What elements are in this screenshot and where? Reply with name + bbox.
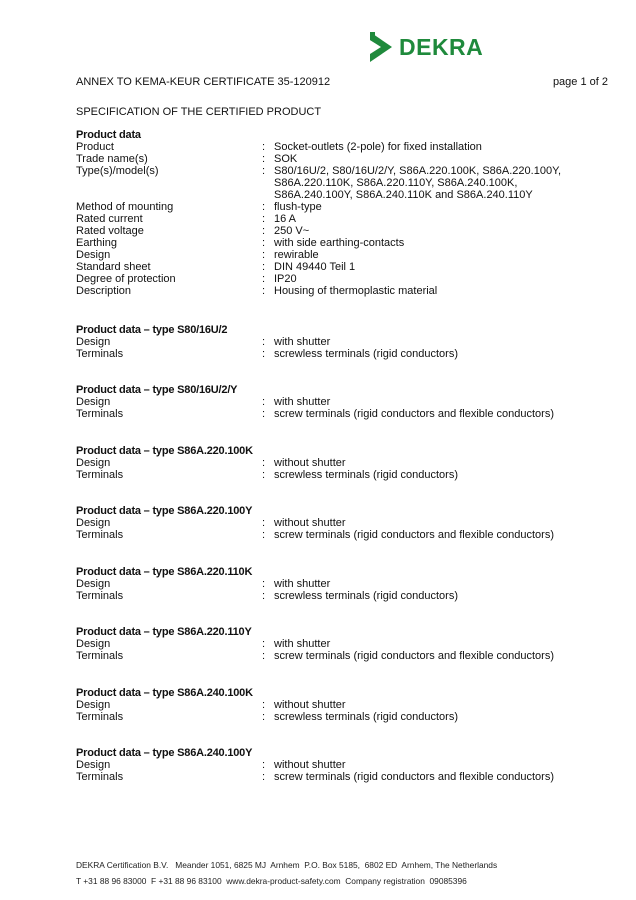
spec-label: Trade name(s) [76, 153, 148, 165]
spec-label: Standard sheet [76, 261, 151, 273]
terminals-label: Terminals [76, 529, 124, 541]
spec-row [76, 201, 616, 213]
spec-label: Method of mounting [76, 201, 174, 213]
spec-label: Description [76, 285, 132, 297]
type-section [76, 505, 616, 541]
separator: : [262, 213, 266, 225]
type-section-title: Product data – type S86A.220.100Y [76, 505, 253, 517]
spec-row [76, 213, 616, 225]
spec-row [76, 225, 616, 237]
separator: : [262, 273, 266, 285]
design-row [76, 457, 616, 469]
design-label: Design [76, 699, 111, 711]
dekra-logo-icon [370, 32, 392, 62]
design-label: Design [76, 457, 111, 469]
document-header [76, 76, 608, 89]
terminals-row [76, 408, 616, 420]
terminals-value: screwless terminals (rigid conductors) [274, 711, 458, 723]
separator: : [262, 165, 266, 177]
separator: : [262, 469, 266, 481]
spec-row [76, 249, 616, 261]
separator: : [262, 249, 266, 261]
separator: : [262, 650, 266, 662]
terminals-value: screw terminals (rigid conductors and flexible conductors) [274, 408, 555, 420]
spec-value: SOK [274, 153, 298, 165]
separator: : [262, 396, 266, 408]
spec-label: Type(s)/model(s) [76, 165, 159, 177]
spec-label: Earthing [76, 237, 117, 249]
type-section [76, 626, 616, 662]
terminals-row [76, 529, 616, 541]
spec-row-continuation [76, 189, 616, 201]
spec-value: flush-type [274, 201, 322, 213]
spec-label: Product [76, 141, 114, 153]
terminals-label: Terminals [76, 469, 124, 481]
spec-value: IP20 [274, 273, 297, 285]
spec-value-text: S86A.240.100Y, S86A.240.110K and S86A.240.110Y [274, 189, 533, 201]
type-section [76, 324, 616, 360]
type-section [76, 687, 616, 723]
terminals-label: Terminals [76, 711, 124, 723]
terminals-row [76, 650, 616, 662]
spec-row [76, 165, 616, 177]
design-value: without shutter [274, 759, 346, 771]
terminals-label: Terminals [76, 650, 124, 662]
separator: : [262, 261, 266, 273]
separator: : [262, 336, 266, 348]
type-section-title: Product data – type S86A.240.100K [76, 687, 253, 699]
type-section-title: Product data – type S86A.220.100K [76, 445, 253, 457]
certificate-title: ANNEX TO KEMA-KEUR CERTIFICATE 35-120912 [76, 76, 331, 88]
design-label: Design [76, 578, 111, 590]
spec-label: Rated current [76, 213, 143, 225]
terminals-label: Terminals [76, 590, 124, 602]
terminals-row [76, 469, 616, 481]
design-row [76, 396, 616, 408]
spec-row [76, 153, 616, 165]
separator: : [262, 529, 266, 541]
terminals-row [76, 711, 616, 723]
design-value: with shutter [274, 638, 331, 650]
footer-contact: T +31 88 96 83000 F +31 88 96 83100 www.dekra-product-safety.com Company registration 09085396 [76, 876, 467, 886]
design-row [76, 638, 616, 650]
separator: : [262, 201, 266, 213]
design-value: with shutter [274, 578, 331, 590]
design-value: with shutter [274, 336, 331, 348]
terminals-row [76, 348, 616, 360]
spec-title: SPECIFICATION OF THE CERTIFIED PRODUCT [76, 106, 322, 118]
design-row [76, 336, 616, 348]
design-value: without shutter [274, 457, 346, 469]
terminals-value: screwless terminals (rigid conductors) [274, 469, 458, 481]
footer-address: DEKRA Certification B.V. Meander 1051, 6825 MJ Arnhem P.O. Box 5185, 6802 ED Arnhem, The Netherlands [76, 860, 498, 870]
design-row [76, 578, 616, 590]
terminals-label: Terminals [76, 771, 124, 783]
design-value: without shutter [274, 517, 346, 529]
spec-value: rewirable [274, 249, 319, 261]
separator: : [262, 590, 266, 602]
spec-value: 250 V~ [274, 225, 310, 237]
design-label: Design [76, 336, 111, 348]
spec-label: Degree of protection [76, 273, 176, 285]
separator: : [262, 578, 266, 590]
design-row [76, 699, 616, 711]
terminals-value: screw terminals (rigid conductors and flexible conductors) [274, 529, 555, 541]
terminals-row [76, 771, 616, 783]
terminals-value: screwless terminals (rigid conductors) [274, 348, 458, 360]
separator: : [262, 457, 266, 469]
type-section-title: Product data – type S86A.220.110Y [76, 626, 252, 638]
spec-row [76, 273, 616, 285]
design-value: without shutter [274, 699, 346, 711]
type-section [76, 747, 616, 783]
design-label: Design [76, 517, 111, 529]
terminals-label: Terminals [76, 408, 124, 420]
spec-value-text: S86A.220.110K, S86A.220.110Y, S86A.240.100K, [274, 177, 518, 189]
spec-value: DIN 49440 Teil 1 [274, 261, 356, 273]
type-section-title: Product data – type S80/16U/2/Y [76, 384, 238, 396]
spec-label: Rated voltage [76, 225, 144, 237]
terminals-value: screw terminals (rigid conductors and flexible conductors) [274, 650, 555, 662]
design-value: with shutter [274, 396, 331, 408]
brand-name: DEKRA [399, 33, 484, 60]
dekra-logo [370, 31, 483, 63]
spec-value: with side earthing-contacts [274, 237, 405, 249]
spec-label: Design [76, 249, 111, 261]
separator: : [262, 153, 266, 165]
type-section-title: Product data – type S86A.240.100Y [76, 747, 253, 759]
separator: : [262, 517, 266, 529]
terminals-value: screw terminals (rigid conductors and flexible conductors) [274, 771, 555, 783]
spec-row [76, 141, 616, 153]
spec-value: 16 A [274, 213, 297, 225]
design-row [76, 517, 616, 529]
spec-value: Socket-outlets (2-pole) for fixed installation [274, 141, 482, 153]
spec-row-continuation [76, 177, 616, 189]
design-label: Design [76, 759, 111, 771]
section-title: Product data [76, 129, 141, 141]
separator: : [262, 225, 266, 237]
spec-row [76, 285, 616, 297]
separator: : [262, 348, 266, 360]
spec-row [76, 261, 616, 273]
page-number: page 1 of 2 [552, 76, 608, 88]
general-product-data [76, 129, 616, 297]
terminals-value: screwless terminals (rigid conductors) [274, 590, 458, 602]
spec-value: Housing of thermoplastic material [274, 285, 438, 297]
type-section [76, 566, 616, 602]
design-label: Design [76, 638, 111, 650]
separator: : [262, 771, 266, 783]
separator: : [262, 699, 266, 711]
spec-row [76, 237, 616, 249]
type-section-title: Product data – type S80/16U/2 [76, 324, 228, 336]
design-label: Design [76, 396, 111, 408]
design-row [76, 759, 616, 771]
spec-value: S80/16U/2, S80/16U/2/Y, S86A.220.100K, S86A.220.100Y, [274, 165, 562, 177]
separator: : [262, 408, 266, 420]
separator: : [262, 759, 266, 771]
terminals-row [76, 590, 616, 602]
footer [76, 857, 497, 889]
type-section-title: Product data – type S86A.220.110K [76, 566, 253, 578]
terminals-label: Terminals [76, 348, 124, 360]
separator: : [262, 285, 266, 297]
type-section [76, 384, 616, 420]
type-section [76, 445, 616, 481]
separator: : [262, 237, 266, 249]
separator: : [262, 711, 266, 723]
separator: : [262, 638, 266, 650]
separator: : [262, 141, 266, 153]
